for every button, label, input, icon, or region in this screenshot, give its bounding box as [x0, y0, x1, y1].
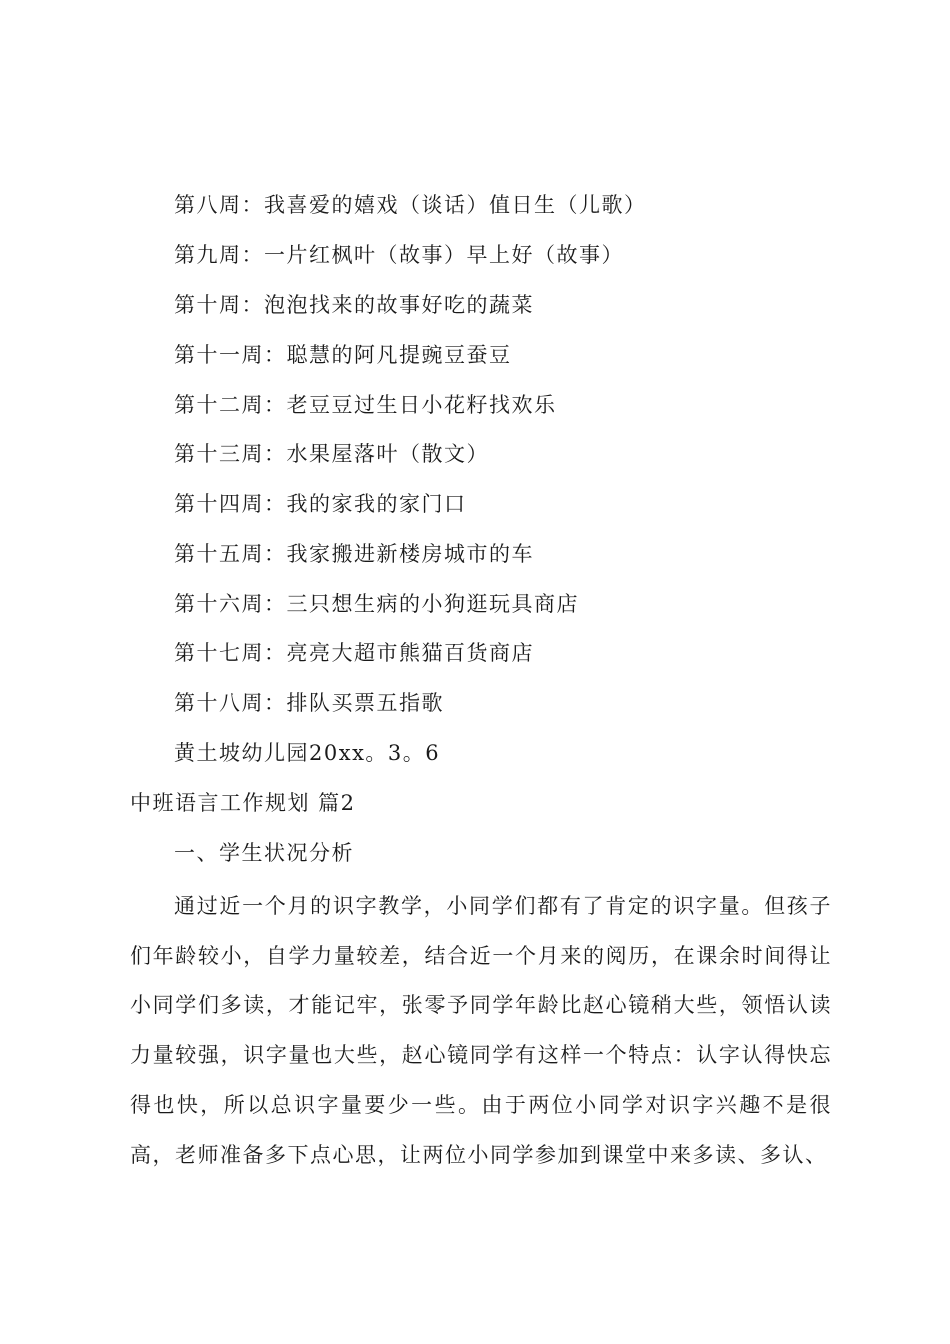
week-9-line: 第九周：一片红枫叶（故事）早上好（故事）: [174, 243, 624, 267]
week-17-line: 第十七周：亮亮大超市熊猫百货商店: [174, 641, 534, 665]
week-18-line: 第十八周：排队买票五指歌: [174, 691, 444, 715]
week-13-line: 第十三周：水果屋落叶（散文）: [174, 442, 489, 466]
week-8-line: 第八周：我喜爱的嬉戏（谈话）值日生（儿歌）: [174, 193, 647, 217]
week-12-line: 第十二周：老豆豆过生日小花籽找欢乐: [174, 393, 557, 417]
week-14-line: 第十四周：我的家我的家门口: [174, 492, 467, 516]
subheading: 一、学生状况分析: [174, 841, 354, 865]
analysis-paragraph: 通过近一个月的识字教学，小同学们都有了肯定的识字量。但孩子们年龄较小，自学力量较差，结合近一个月来的阅历，在课余时间得让小同学们多读，才能记牢，张零予同学年龄比赵心镜稍大些，领悟认读力量较强，识字量也大些，赵心镜同学有这样一个特点：认字认得快忘得也快，所以总识字量要少一些。由于两位小同学对识字兴趣不是很高，老师准备多下点心思，让两位小同学参加到课堂中来多读、多认、: [130, 894, 832, 1167]
week-11-line: 第十一周：聪慧的阿凡提豌豆蚕豆: [174, 343, 512, 367]
week-15-line: 第十五周：我家搬进新楼房城市的车: [174, 542, 534, 566]
week-16-line: 第十六周：三只想生病的小狗逛玩具商店: [174, 592, 579, 616]
signature-date: 黄土坡幼儿园20xx。3。6: [174, 741, 441, 765]
week-10-line: 第十周：泡泡找来的故事好吃的蔬菜: [174, 293, 534, 317]
section-title: 中班语言工作规划 篇2: [130, 791, 356, 815]
